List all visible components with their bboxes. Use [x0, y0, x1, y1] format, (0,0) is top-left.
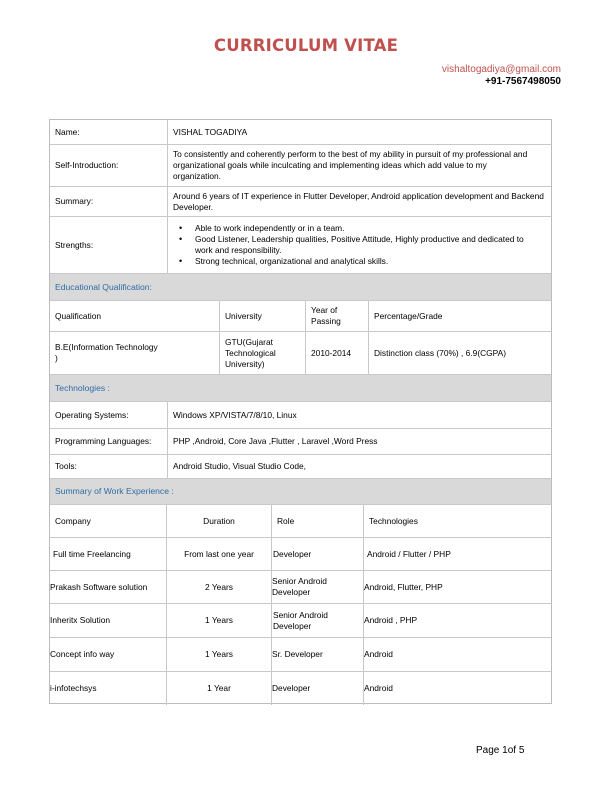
strengths-list-cell — [168, 217, 551, 273]
exp-role: Senior Android Developer — [273, 609, 328, 631]
experience-row — [50, 672, 551, 705]
experience-header-row — [50, 505, 551, 538]
languages-label: Programming Languages: — [55, 436, 152, 446]
row-self-introduction — [50, 145, 551, 187]
experience-heading: Summary of Work Experience : — [55, 486, 174, 496]
section-work-experience — [50, 479, 551, 505]
exp-company: Concept info way — [50, 649, 115, 659]
exp-duration: From last one year — [184, 548, 254, 559]
row-name — [50, 120, 551, 145]
technologies-heading: Technologies : — [55, 382, 110, 393]
experience-row — [50, 538, 551, 571]
col-year-of-passing: Year of Passing — [311, 305, 341, 326]
experience-row — [50, 571, 551, 604]
strength-item: • Able to work independently or in a team. — [173, 223, 543, 234]
row-tools — [50, 455, 551, 479]
exp-company: Prakash Software solution — [50, 581, 148, 592]
page-number: Page 1of 5 — [476, 745, 525, 756]
exp-duration: 1 Years — [205, 649, 233, 659]
exp-role: Developer — [273, 548, 312, 559]
section-education — [50, 274, 551, 301]
exp-role: Sr. Developer — [272, 649, 323, 659]
edu-qualification: B.E(Information Technology ) — [55, 342, 158, 363]
col-role: Role — [277, 515, 295, 526]
languages-value: PHP ,Android, Core Java ,Flutter , Laravel ,Word Press — [173, 436, 378, 446]
col-percentage-grade: Percentage/Grade — [374, 310, 443, 321]
name-value: VISHAL TOGADIYA — [173, 126, 248, 137]
name-label: Name: — [55, 126, 80, 137]
exp-company: i-infotechsys — [50, 683, 97, 693]
cv-table — [49, 119, 552, 704]
col-company: Company — [55, 515, 91, 526]
edu-year: 2010-2014 — [311, 347, 352, 358]
summary-value: Around 6 years of IT experience in Flutter Developer, Android application development and Backend Developer. — [173, 190, 544, 212]
intro-value: To consistently and coherently perform to the best of my ability in pursuit of my professional and organizational goals while inculcating and implementing ideas which add value to my organization. — [173, 149, 528, 181]
exp-role: Senior Android Developer — [272, 576, 327, 597]
col-technologies: Technologies — [369, 515, 418, 526]
row-programming-languages — [50, 429, 551, 455]
exp-duration: 1 Year — [207, 683, 231, 693]
education-heading: Educational Qualification: — [55, 281, 152, 292]
os-label: Operating Systems: — [55, 409, 129, 420]
exp-duration: 1 Years — [205, 615, 233, 625]
strengths-label: Strengths: — [55, 239, 94, 250]
exp-role: Developer — [272, 683, 311, 693]
exp-technologies: Android , PHP — [364, 615, 418, 625]
exp-technologies: Android / Flutter / PHP — [367, 548, 451, 559]
experience-row — [50, 638, 551, 672]
phone-text: +91-7567498050 — [485, 76, 561, 87]
exp-technologies: Android — [364, 683, 393, 693]
tools-value: Android Studio, Visual Studio Code, — [173, 461, 307, 471]
strength-item: • Good Listener, Leadership qualities, Positive Attitude, Highly productive and dedicated to work and responsibility. — [173, 234, 543, 256]
row-operating-systems — [50, 402, 551, 429]
edu-grade: Distinction class (70%) , 6.9(CGPA) — [374, 347, 507, 358]
os-value: Windows XP/VISTA/7/8/10, Linux — [173, 409, 297, 420]
row-strengths — [50, 217, 551, 274]
strength-item: • Strong technical, organizational and analytical skills. — [173, 256, 543, 267]
edu-university: GTU(Gujarat Technological University) — [225, 336, 276, 369]
row-summary — [50, 187, 551, 217]
section-technologies — [50, 375, 551, 402]
experience-row — [50, 604, 551, 638]
education-header-row — [50, 301, 551, 332]
page-title: CURRICULUM VITAE — [213, 36, 399, 55]
exp-company: Full time Freelancing — [53, 548, 131, 559]
col-duration: Duration — [203, 515, 235, 526]
summary-label: Summary: — [55, 196, 94, 206]
exp-technologies: Android — [364, 649, 393, 659]
email-text: vishaltogadiya@gmail.com — [441, 64, 561, 75]
exp-technologies: Android, Flutter, PHP — [364, 581, 443, 592]
tools-label: Tools: — [55, 461, 77, 471]
education-row — [50, 332, 551, 375]
intro-label: Self-Introduction: — [55, 160, 119, 170]
exp-company: Inheritx Solution — [50, 615, 111, 625]
strengths-list — [173, 223, 543, 267]
exp-duration: 2 Years — [205, 581, 233, 592]
col-qualification: Qualification — [55, 310, 102, 321]
col-university: University — [225, 310, 262, 321]
